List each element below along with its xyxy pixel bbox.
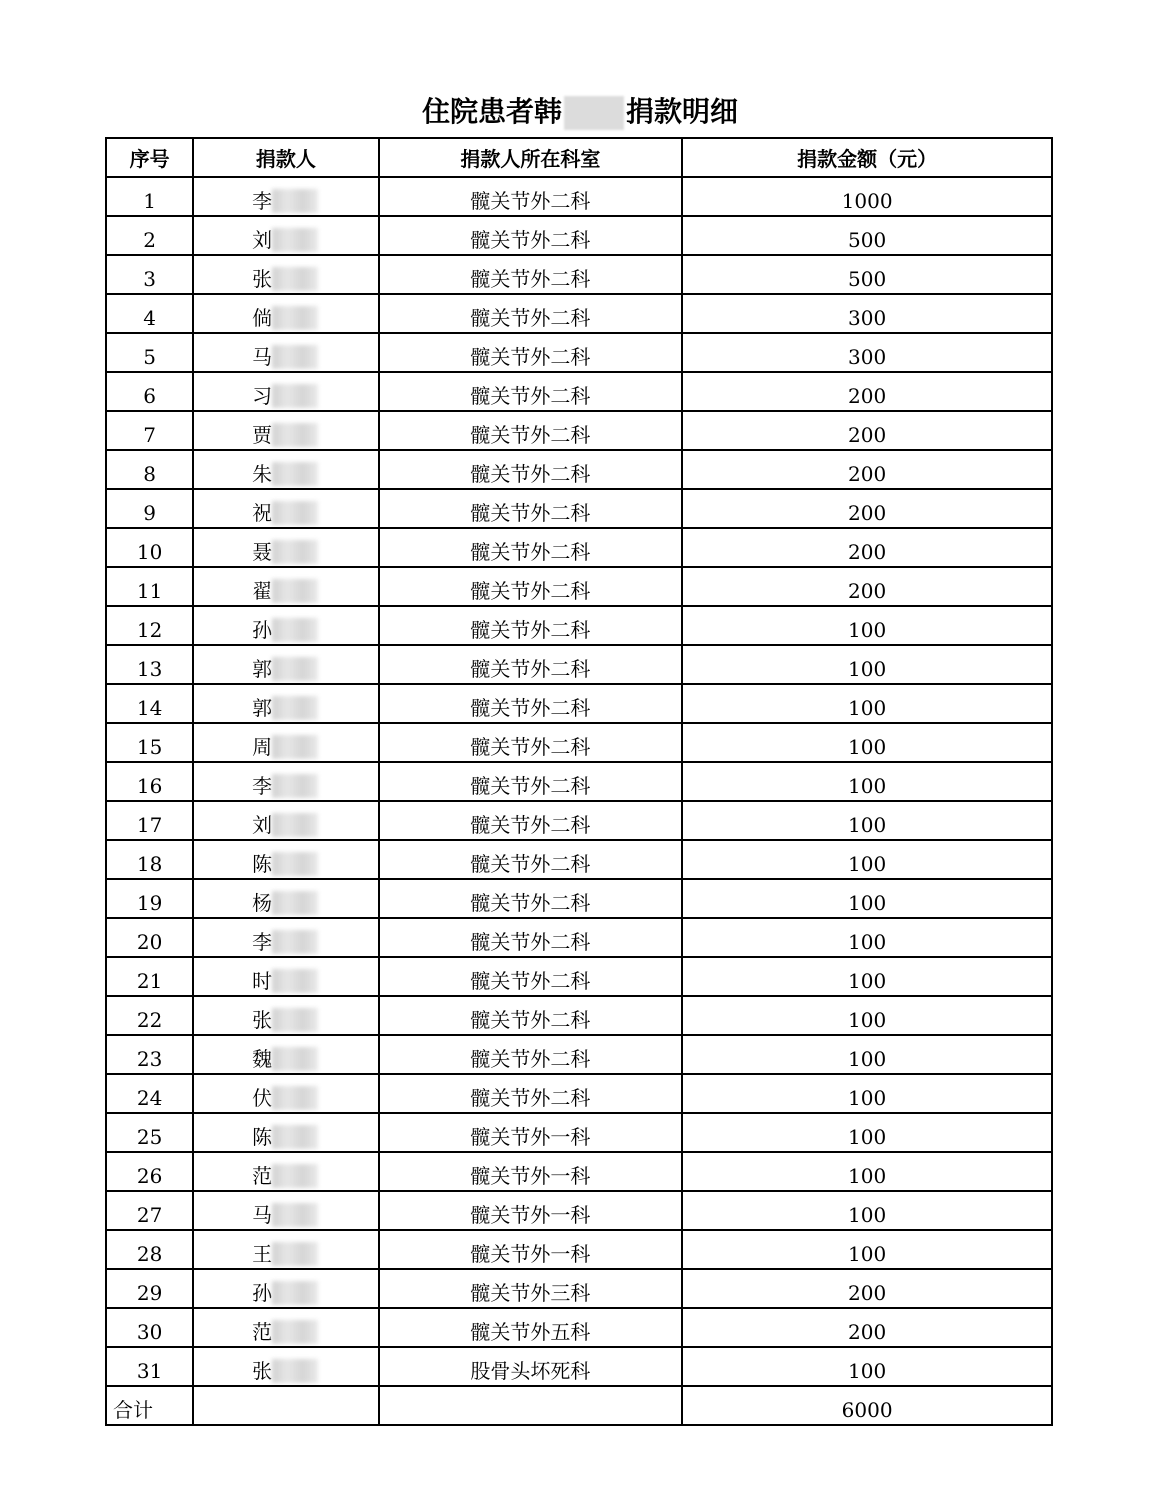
row-department: 髋关节外二科 [379,567,683,606]
row-amount: 200 [682,489,1052,528]
table-row [106,684,1052,723]
donor-surname: 习 [252,384,273,408]
row-department: 髋关节外二科 [379,255,683,294]
redacted-given-name [272,1281,318,1305]
donor-surname: 杨 [252,891,273,915]
row-department: 髋关节外二科 [379,645,683,684]
redacted-given-name [272,657,318,681]
row-department: 髋关节外二科 [379,918,683,957]
row-amount: 200 [682,1269,1052,1308]
row-department: 髋关节外二科 [379,177,683,216]
donor-surname: 刘 [252,228,273,252]
table-row [106,1035,1052,1074]
title-suffix: 捐款明细 [626,95,739,128]
row-department: 髋关节外五科 [379,1308,683,1347]
donor-surname: 孙 [252,618,273,642]
table-row [106,762,1052,801]
table-row [106,372,1052,411]
redacted-given-name [272,345,318,369]
table-row [106,1347,1052,1386]
donor-surname: 陈 [252,1125,273,1149]
donor-surname: 聂 [252,540,273,564]
donor-surname: 孙 [252,1281,273,1305]
redacted-given-name [272,384,318,408]
row-seq: 8 [106,450,193,489]
donor-surname: 李 [252,774,273,798]
redacted-given-name [272,1242,318,1266]
row-seq: 16 [106,762,193,801]
row-seq: 29 [106,1269,193,1308]
donor-surname: 朱 [252,462,273,486]
row-department: 髋关节外一科 [379,1152,683,1191]
row-donor [193,1035,378,1074]
donation-table [105,137,1053,1426]
row-donor [193,645,378,684]
table-row [106,1230,1052,1269]
row-amount: 100 [682,801,1052,840]
row-department: 髋关节外二科 [379,762,683,801]
redacted-given-name [272,267,318,291]
row-seq: 31 [106,1347,193,1386]
row-donor [193,528,378,567]
row-amount: 100 [682,606,1052,645]
row-seq: 15 [106,723,193,762]
row-seq: 21 [106,957,193,996]
row-seq: 17 [106,801,193,840]
row-amount: 300 [682,294,1052,333]
table-row [106,1152,1052,1191]
row-amount: 100 [682,1347,1052,1386]
redacted-given-name [272,618,318,642]
row-department: 髋关节外二科 [379,996,683,1035]
row-amount: 500 [682,255,1052,294]
row-donor [193,801,378,840]
row-donor [193,684,378,723]
table-row [106,333,1052,372]
row-department: 髋关节外二科 [379,879,683,918]
donor-surname: 时 [252,969,273,993]
row-department: 髋关节外二科 [379,1074,683,1113]
row-seq: 23 [106,1035,193,1074]
table-row [106,957,1052,996]
row-seq: 24 [106,1074,193,1113]
row-amount: 300 [682,333,1052,372]
table-row [106,606,1052,645]
redacted-given-name [272,1203,318,1227]
donor-surname: 李 [252,189,273,213]
donor-surname: 张 [252,267,273,291]
row-department: 股骨头坏死科 [379,1347,683,1386]
row-department: 髋关节外二科 [379,450,683,489]
row-seq: 25 [106,1113,193,1152]
donor-surname: 张 [252,1008,273,1032]
table-row [106,723,1052,762]
row-amount: 200 [682,450,1052,489]
row-donor [193,372,378,411]
title-prefix: 住院患者韩 [421,95,562,128]
donor-surname: 陈 [252,852,273,876]
row-department: 髋关节外二科 [379,723,683,762]
donor-surname: 翟 [252,579,273,603]
row-seq: 1 [106,177,193,216]
donor-surname: 魏 [252,1047,273,1071]
redacted-given-name [272,540,318,564]
donor-surname: 郭 [252,657,273,681]
row-donor [193,957,378,996]
row-donor [193,450,378,489]
row-seq: 30 [106,1308,193,1347]
table-body [106,177,1052,1386]
row-department: 髋关节外一科 [379,1191,683,1230]
donor-surname: 张 [252,1359,273,1383]
donor-surname: 周 [252,735,273,759]
total-empty-department [379,1386,683,1425]
row-donor [193,411,378,450]
row-amount: 100 [682,1074,1052,1113]
row-seq: 7 [106,411,193,450]
redacted-given-name [272,813,318,837]
row-seq: 28 [106,1230,193,1269]
row-seq: 20 [106,918,193,957]
row-seq: 5 [106,333,193,372]
table-row [106,879,1052,918]
redacted-given-name [272,1008,318,1032]
row-amount: 100 [682,918,1052,957]
table-row [106,840,1052,879]
redacted-given-name [272,1164,318,1188]
table-row [106,1308,1052,1347]
row-amount: 100 [682,1113,1052,1152]
table-row [106,1113,1052,1152]
table-row [106,177,1052,216]
row-donor [193,1347,378,1386]
row-amount: 100 [682,684,1052,723]
row-amount: 100 [682,723,1052,762]
donor-surname: 倘 [252,306,273,330]
row-seq: 27 [106,1191,193,1230]
redacted-given-name [272,306,318,330]
row-amount: 200 [682,528,1052,567]
row-department: 髋关节外二科 [379,606,683,645]
row-donor [193,1074,378,1113]
row-donor [193,762,378,801]
row-department: 髋关节外二科 [379,372,683,411]
donor-surname: 贾 [252,423,273,447]
total-amount: 6000 [682,1386,1052,1425]
row-donor [193,489,378,528]
row-amount: 1000 [682,177,1052,216]
table-row [106,528,1052,567]
redacted-given-name [272,501,318,525]
table-row [106,489,1052,528]
table-row [106,1191,1052,1230]
redacted-given-name [272,228,318,252]
row-seq: 6 [106,372,193,411]
row-amount: 100 [682,645,1052,684]
row-donor [193,879,378,918]
donor-surname: 刘 [252,813,273,837]
table-row [106,255,1052,294]
row-donor [193,723,378,762]
row-department: 髋关节外二科 [379,333,683,372]
row-amount: 200 [682,567,1052,606]
row-seq: 22 [106,996,193,1035]
row-amount: 100 [682,1230,1052,1269]
row-amount: 100 [682,996,1052,1035]
table-row [106,411,1052,450]
row-department: 髋关节外一科 [379,1230,683,1269]
donor-surname: 李 [252,930,273,954]
row-donor [193,840,378,879]
row-department: 髋关节外二科 [379,1035,683,1074]
table-row [106,801,1052,840]
row-seq: 9 [106,489,193,528]
row-department: 髋关节外二科 [379,411,683,450]
row-amount: 100 [682,1191,1052,1230]
row-donor [193,918,378,957]
redacted-given-name [272,1320,318,1344]
row-amount: 100 [682,840,1052,879]
row-department: 髋关节外三科 [379,1269,683,1308]
redacted-given-name [272,735,318,759]
table-row [106,1269,1052,1308]
row-donor [193,1191,378,1230]
row-amount: 200 [682,411,1052,450]
row-seq: 12 [106,606,193,645]
row-amount: 100 [682,879,1052,918]
row-seq: 18 [106,840,193,879]
row-donor [193,177,378,216]
donor-surname: 马 [252,345,273,369]
row-amount: 100 [682,1035,1052,1074]
total-label: 合计 [106,1386,193,1425]
header-row [106,138,1052,177]
redacted-given-name [272,423,318,447]
donor-surname: 伏 [252,1086,273,1110]
row-donor [193,1308,378,1347]
row-department: 髋关节外二科 [379,684,683,723]
table-row [106,216,1052,255]
header-amount: 捐款金额（元） [682,138,1052,177]
header-department: 捐款人所在科室 [379,138,683,177]
row-donor [193,216,378,255]
table-row [106,450,1052,489]
redacted-given-name [272,891,318,915]
row-seq: 19 [106,879,193,918]
row-department: 髋关节外二科 [379,957,683,996]
donor-surname: 范 [252,1164,273,1188]
row-seq: 2 [106,216,193,255]
donor-surname: 马 [252,1203,273,1227]
document-title [0,92,1150,132]
table-row [106,996,1052,1035]
redacted-given-name [272,1359,318,1383]
header-donor: 捐款人 [193,138,378,177]
donor-surname: 王 [252,1242,273,1266]
row-department: 髋关节外二科 [379,489,683,528]
row-donor [193,333,378,372]
redacted-given-name [272,1125,318,1149]
redacted-given-name [272,1047,318,1071]
redacted-name-block [564,96,624,130]
row-donor [193,606,378,645]
row-department: 髋关节外一科 [379,1113,683,1152]
table-row [106,567,1052,606]
redacted-given-name [272,462,318,486]
table-row [106,1074,1052,1113]
row-donor [193,1152,378,1191]
redacted-given-name [272,579,318,603]
row-amount: 500 [682,216,1052,255]
table-row [106,918,1052,957]
row-seq: 14 [106,684,193,723]
row-donor [193,1230,378,1269]
row-department: 髋关节外二科 [379,294,683,333]
redacted-given-name [272,852,318,876]
redacted-given-name [272,774,318,798]
row-donor [193,567,378,606]
row-department: 髋关节外二科 [379,528,683,567]
row-amount: 200 [682,1308,1052,1347]
row-donor [193,294,378,333]
row-department: 髋关节外二科 [379,840,683,879]
row-amount: 200 [682,372,1052,411]
table-row [106,294,1052,333]
donor-surname: 范 [252,1320,273,1344]
redacted-given-name [272,696,318,720]
row-donor [193,255,378,294]
table-row [106,645,1052,684]
total-empty-donor [193,1386,378,1425]
row-donor [193,1113,378,1152]
row-seq: 10 [106,528,193,567]
row-seq: 11 [106,567,193,606]
row-seq: 3 [106,255,193,294]
row-amount: 100 [682,1152,1052,1191]
donor-surname: 郭 [252,696,273,720]
row-seq: 4 [106,294,193,333]
header-seq: 序号 [106,138,193,177]
row-department: 髋关节外二科 [379,801,683,840]
donor-surname: 祝 [252,501,273,525]
redacted-given-name [272,969,318,993]
row-seq: 26 [106,1152,193,1191]
row-seq: 13 [106,645,193,684]
total-row [106,1386,1052,1425]
redacted-given-name [272,1086,318,1110]
row-amount: 100 [682,762,1052,801]
row-donor [193,996,378,1035]
row-donor [193,1269,378,1308]
redacted-given-name [272,930,318,954]
row-amount: 100 [682,957,1052,996]
row-department: 髋关节外二科 [379,216,683,255]
redacted-given-name [272,189,318,213]
